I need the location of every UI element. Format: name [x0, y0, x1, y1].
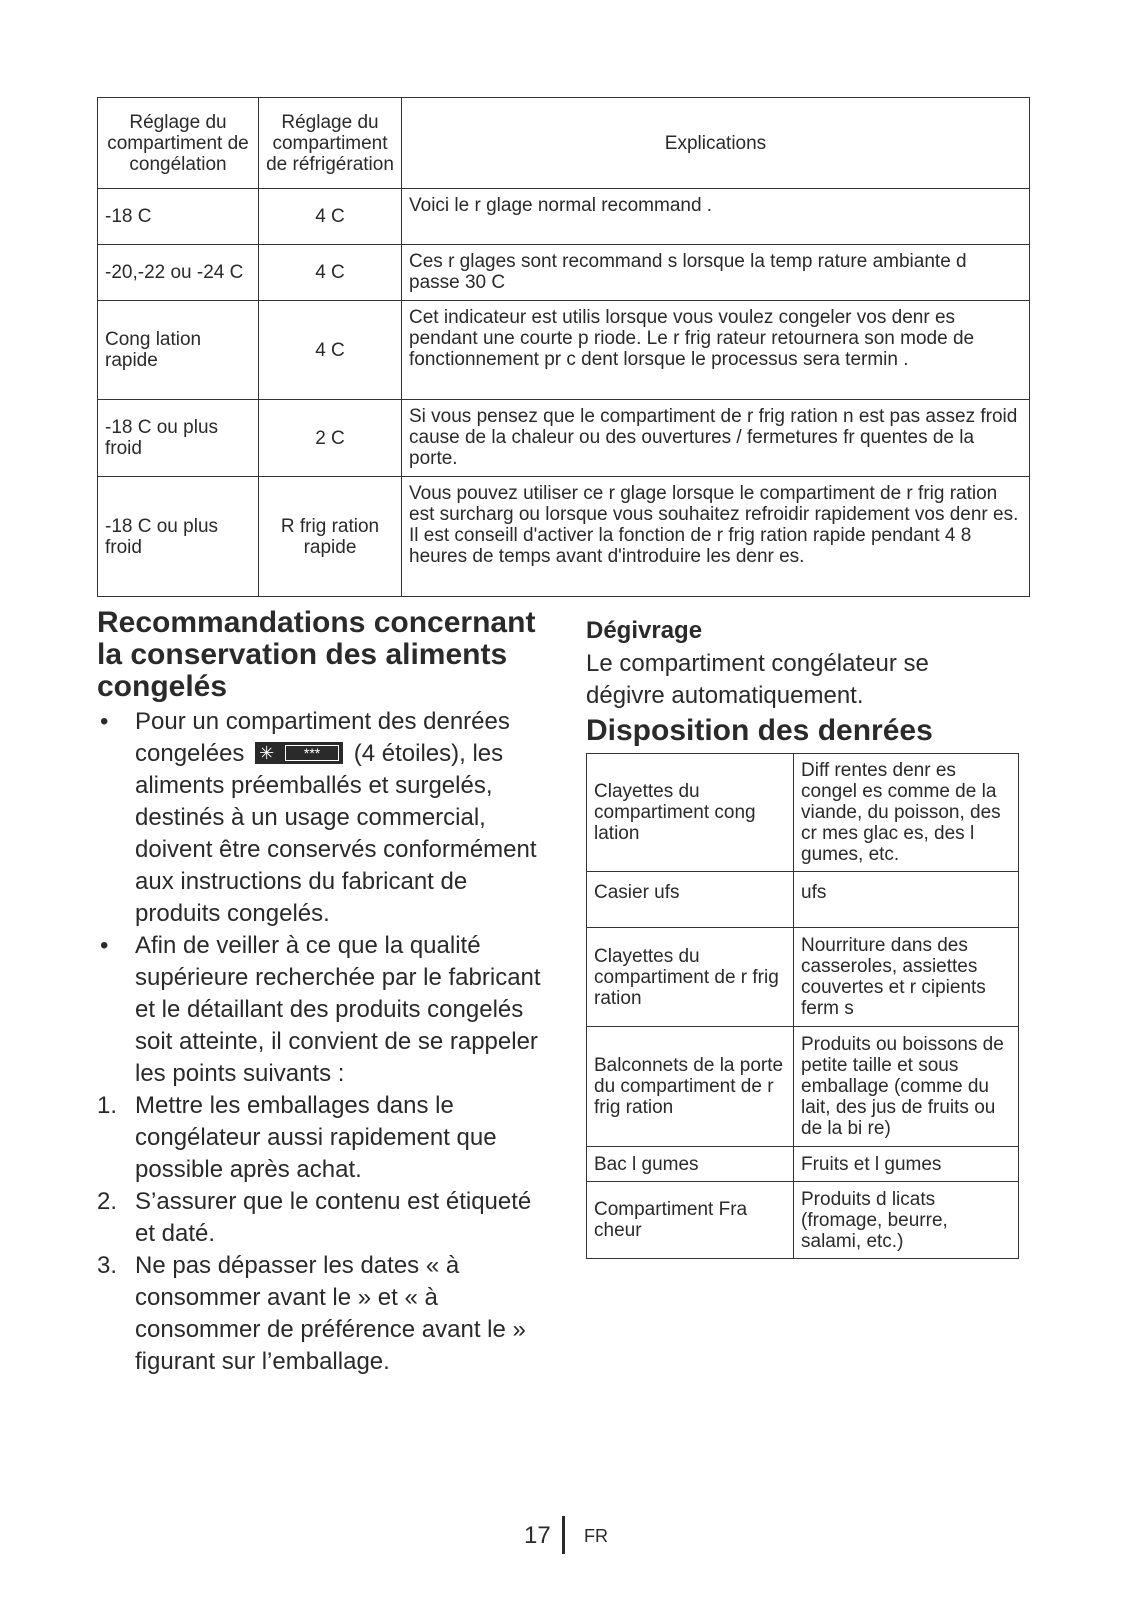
list-text: S’assurer que le contenu est étiqueté et daté.	[135, 1188, 532, 1247]
table-row	[98, 189, 1030, 245]
recommendations-heading: Recommandations concernant la conservation des aliments congelés	[97, 606, 536, 703]
storage-place-cell: Clayettes du compartiment cong lation	[587, 754, 794, 872]
storage-place-cell: Casier ufs	[587, 872, 794, 928]
bullet-marker: •	[100, 932, 109, 959]
page-number: 17	[524, 1522, 551, 1549]
fridge-setting-cell: 4 C	[259, 245, 402, 301]
header-fridge-setting: Réglage du compartiment de réfrigération	[259, 98, 402, 189]
storage-place-cell: Clayettes du compartiment de r frig ration	[587, 928, 794, 1027]
list-number: 2.	[97, 1188, 118, 1215]
freezer-setting-cell: -18 C	[98, 189, 259, 245]
defrosting-heading: Dégivrage	[586, 617, 703, 644]
table-row	[587, 872, 1019, 928]
food-placement-heading: Disposition des denrées	[586, 714, 933, 747]
table-row	[98, 245, 1030, 301]
list-item	[97, 930, 557, 1090]
storage-place-cell: Balconnets de la porte du compartiment de r frig ration	[587, 1027, 794, 1147]
table-row	[98, 477, 1030, 597]
temperature-settings-table	[97, 97, 1030, 597]
table-row	[587, 928, 1019, 1027]
explanation-cell: Vous pouvez utiliser ce r glage lorsque le compartiment de r frig ration est surcharg ou lorsque vous souhaitez refroidir rapidement vos denr es. Il est conseill d'activer la fonction de r frig ration rapide pendant 4 8 heures de temps avant d'introduire les denr es.	[402, 477, 1030, 597]
fridge-setting-cell: R frig ration rapide	[259, 477, 402, 597]
header-freezer-setting: Réglage du compartiment de congélation	[98, 98, 259, 189]
list-item	[97, 1250, 557, 1378]
freezer-setting-cell: -18 C ou plus froid	[98, 477, 259, 597]
table-row	[98, 400, 1030, 477]
storage-place-cell: Bac l gumes	[587, 1147, 794, 1182]
bullet-text-start: Pour un compartiment des denrées congelées	[135, 708, 510, 767]
table-row	[587, 754, 1019, 872]
list-item	[97, 706, 557, 930]
food-type-cell: Produits d licats (fromage, beurre, salami, etc.)	[794, 1182, 1019, 1259]
list-text: Ne pas dépasser les dates « à consommer avant le » et « à consommer de préférence avant le » figurant sur l’emballage.	[135, 1252, 526, 1375]
recommendations-list	[97, 706, 557, 1378]
food-type-cell: Diff rentes denr es congel es comme de la viande, du poisson, des cr mes glac es, des l gumes, etc.	[794, 754, 1019, 872]
food-type-cell: Fruits et l gumes	[794, 1147, 1019, 1182]
three-stars-label: ***	[285, 745, 339, 761]
list-number: 1.	[97, 1092, 118, 1119]
bullet-text: Afin de veiller à ce que la qualité supérieure recherchée par le fabricant et le détaillant des produits congelés soit atteinte, il convient de se rappeler les points suivants :	[135, 932, 541, 1087]
food-type-cell: ufs	[794, 872, 1019, 928]
language-code: FR	[584, 1526, 608, 1546]
table-row	[587, 1182, 1019, 1259]
fridge-setting-cell: 2 C	[259, 400, 402, 477]
explanation-cell: Cet indicateur est utilis lorsque vous voulez congeler vos denr es pendant une courte p riode. Le r frig rateur retournera son mode de fonctionnement pr c dent lorsque le processus sera termin .	[402, 301, 1030, 400]
list-text: Mettre les emballages dans le congélateur aussi rapidement que possible après achat.	[135, 1092, 497, 1183]
food-placement-table	[586, 753, 1019, 1259]
defrosting-text: Le compartiment congélateur se dégivre automatiquement.	[586, 650, 929, 709]
explanation-cell: Ces r glages sont recommand s lorsque la temp rature ambiante d passe 30 C	[402, 245, 1030, 301]
table-row	[98, 301, 1030, 400]
list-item	[97, 1090, 557, 1186]
freezer-4-star-icon: ✳ ***	[255, 742, 343, 764]
explanation-cell: Voici le r glage normal recommand .	[402, 189, 1030, 245]
freezer-setting-cell: -18 C ou plus froid	[98, 400, 259, 477]
freezer-setting-cell: Cong lation rapide	[98, 301, 259, 400]
fridge-setting-cell: 4 C	[259, 189, 402, 245]
list-number: 3.	[97, 1252, 118, 1279]
bullet-marker: •	[100, 708, 109, 735]
header-explanations: Explications	[402, 98, 1030, 189]
page-divider	[562, 1516, 565, 1554]
fridge-setting-cell: 4 C	[259, 301, 402, 400]
freezer-setting-cell: -20,-22 ou -24 C	[98, 245, 259, 301]
storage-place-cell: Compartiment Fra cheur	[587, 1182, 794, 1259]
table-row	[587, 1147, 1019, 1182]
food-type-cell: Nourriture dans des casseroles, assiettes couvertes et r cipients ferm s	[794, 928, 1019, 1027]
table-header-row	[98, 98, 1030, 189]
table-row	[587, 1027, 1019, 1147]
explanation-cell: Si vous pensez que le compartiment de r frig ration n est pas assez froid cause de la chaleur ou des ouvertures / fermetures fr quentes de la porte.	[402, 400, 1030, 477]
list-item	[97, 1186, 557, 1250]
bullet-text-end: (4 étoiles), les aliments préemballés et surgelés, destinés à un usage commercial, doivent être conservés conformément aux instructions du fabricant de produits congelés.	[135, 740, 537, 927]
food-type-cell: Produits ou boissons de petite taille et sous emballage (comme du lait, des jus de fruits ou de la bi re)	[794, 1027, 1019, 1147]
